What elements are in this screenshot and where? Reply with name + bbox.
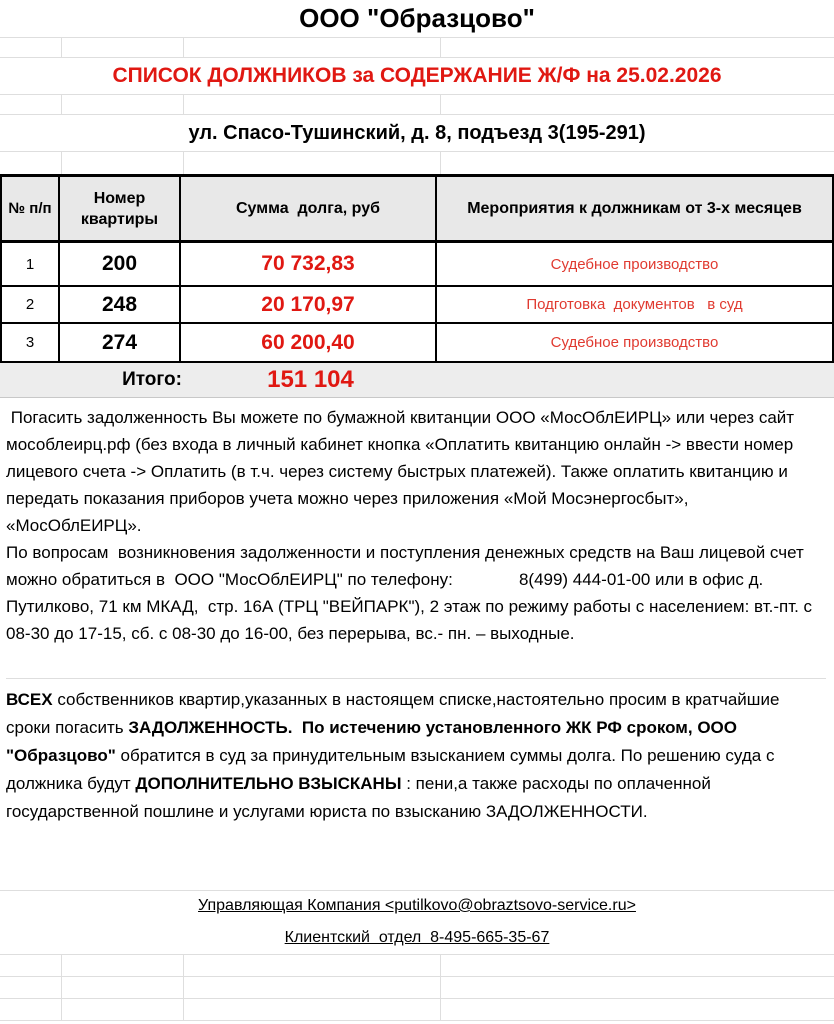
debt-amount: 20 170,97 [181, 287, 437, 322]
total-label: Итого: [122, 369, 182, 390]
gridline [440, 95, 441, 114]
column-header-index: № п/п [2, 177, 60, 240]
column-header-debt: Сумма долга, руб [181, 177, 437, 240]
gridline [183, 955, 184, 976]
debtors-table [0, 174, 834, 363]
gridline [61, 977, 62, 998]
debtors-list-title: СПИСОК ДОЛЖНИКОВ за СОДЕРЖАНИЕ Ж/Ф на 25.02.2026 [0, 58, 834, 95]
contact-info-paragraph: По вопросам возникновения задолженности и поступления денежных средств на Ваш лицевой счет можно обратиться в ООО "МосОблЕИРЦ" по телефону: 8(499) 444-01-00 или в офис д. Путилково, 71 км МКАД, стр. 16А (ТРЦ "ВЕЙПАРК"), 2 этаж по режиму работы с населением: вт.-пт. с 08-30 до 17-15, сб. с 08-30 до 16-00, без перерыва, вс.- пн. – выходные. [6, 543, 817, 643]
footer-client-department [0, 921, 834, 955]
debt-amount: 60 200,40 [181, 324, 437, 361]
grid-spacer-row [0, 977, 834, 999]
grid-spacer-row [0, 999, 834, 1021]
gridline [440, 977, 441, 998]
apartment-number: 200 [60, 243, 181, 285]
apartment-number: 274 [60, 324, 181, 361]
grid-spacer-row [0, 95, 834, 115]
gridline [440, 152, 441, 174]
gridline [440, 999, 441, 1020]
gridline [183, 152, 184, 174]
table-row [2, 324, 832, 361]
action-status: Судебное производство [550, 334, 719, 351]
company-title: ООО "Образцово" [0, 0, 834, 38]
column-header-apartment: Номер квартиры [60, 177, 181, 240]
building-address: ул. Спасо-Тушинский, д. 8, подъезд 3(195-291) [0, 115, 834, 152]
gridline [61, 152, 62, 174]
row-index: 3 [2, 324, 60, 361]
row-index: 2 [2, 287, 60, 322]
info-text-block [0, 398, 834, 890]
apartment-number: 248 [60, 287, 181, 322]
gridline [61, 38, 62, 57]
grid-spacer-row [0, 152, 834, 174]
gridline [440, 955, 441, 976]
gridline [183, 977, 184, 998]
action-status: Подготовка документов в суд [526, 296, 743, 313]
table-header-row [2, 177, 832, 243]
grid-spacer-row [0, 955, 834, 977]
gridline [183, 95, 184, 114]
gridline [61, 955, 62, 976]
total-row [0, 363, 834, 398]
debt-amount: 70 732,83 [181, 243, 437, 285]
row-index: 1 [2, 243, 60, 285]
gridline [183, 38, 184, 57]
column-header-actions: Мероприятия к должникам от 3-х месяцев [467, 200, 802, 217]
gridline [440, 38, 441, 57]
total-value: 151 104 [267, 366, 354, 393]
gridline [61, 999, 62, 1020]
footer-company-contact [0, 890, 834, 921]
gridline [183, 999, 184, 1020]
payment-info-paragraph: Погасить задолженность Вы можете по бумажной квитанции ООО «МосОблЕИРЦ» или через сайт мособлеирц.рф (без входа в личный кабинет кнопка «Оплатить квитанцию онлайн -> ввести номер лицевого счета -> Оплатить (в т.ч. через систему быстрых платежей). Также оплатить квитанцию и передать показания приборов учета можно через приложения «Мой Мосэнергосбыт», «МосОблЕИРЦ». [6, 408, 799, 535]
warning-paragraph: ВСЕХ собственников квартир,указанных в настоящем списке,настоятельно просим в кратчайшие сроки погасить ЗАДОЛЖЕННОСТЬ. По истечению установленного ЖК РФ сроком, ООО "Образцово" обратится в суд за принудительным взысканием суммы долга. По решению суда с должника будут ДОПОЛНИТЕЛЬНО ВЗЫСКАНЫ : пени,а также расходы по оплаченной государственной пошлине и услугами юриста по взысканию ЗАДОЛЖЕННОСТИ. [6, 678, 826, 826]
table-row [2, 243, 832, 287]
table-row [2, 287, 832, 324]
grid-spacer-row [0, 38, 834, 58]
management-company-email: Управляющая Компания <putilkovo@obraztsovo-service.ru> [198, 897, 636, 914]
gridline [61, 95, 62, 114]
action-status: Судебное производство [550, 255, 719, 273]
client-department-phone: Клиентский отдел 8-495-665-35-67 [284, 928, 550, 946]
